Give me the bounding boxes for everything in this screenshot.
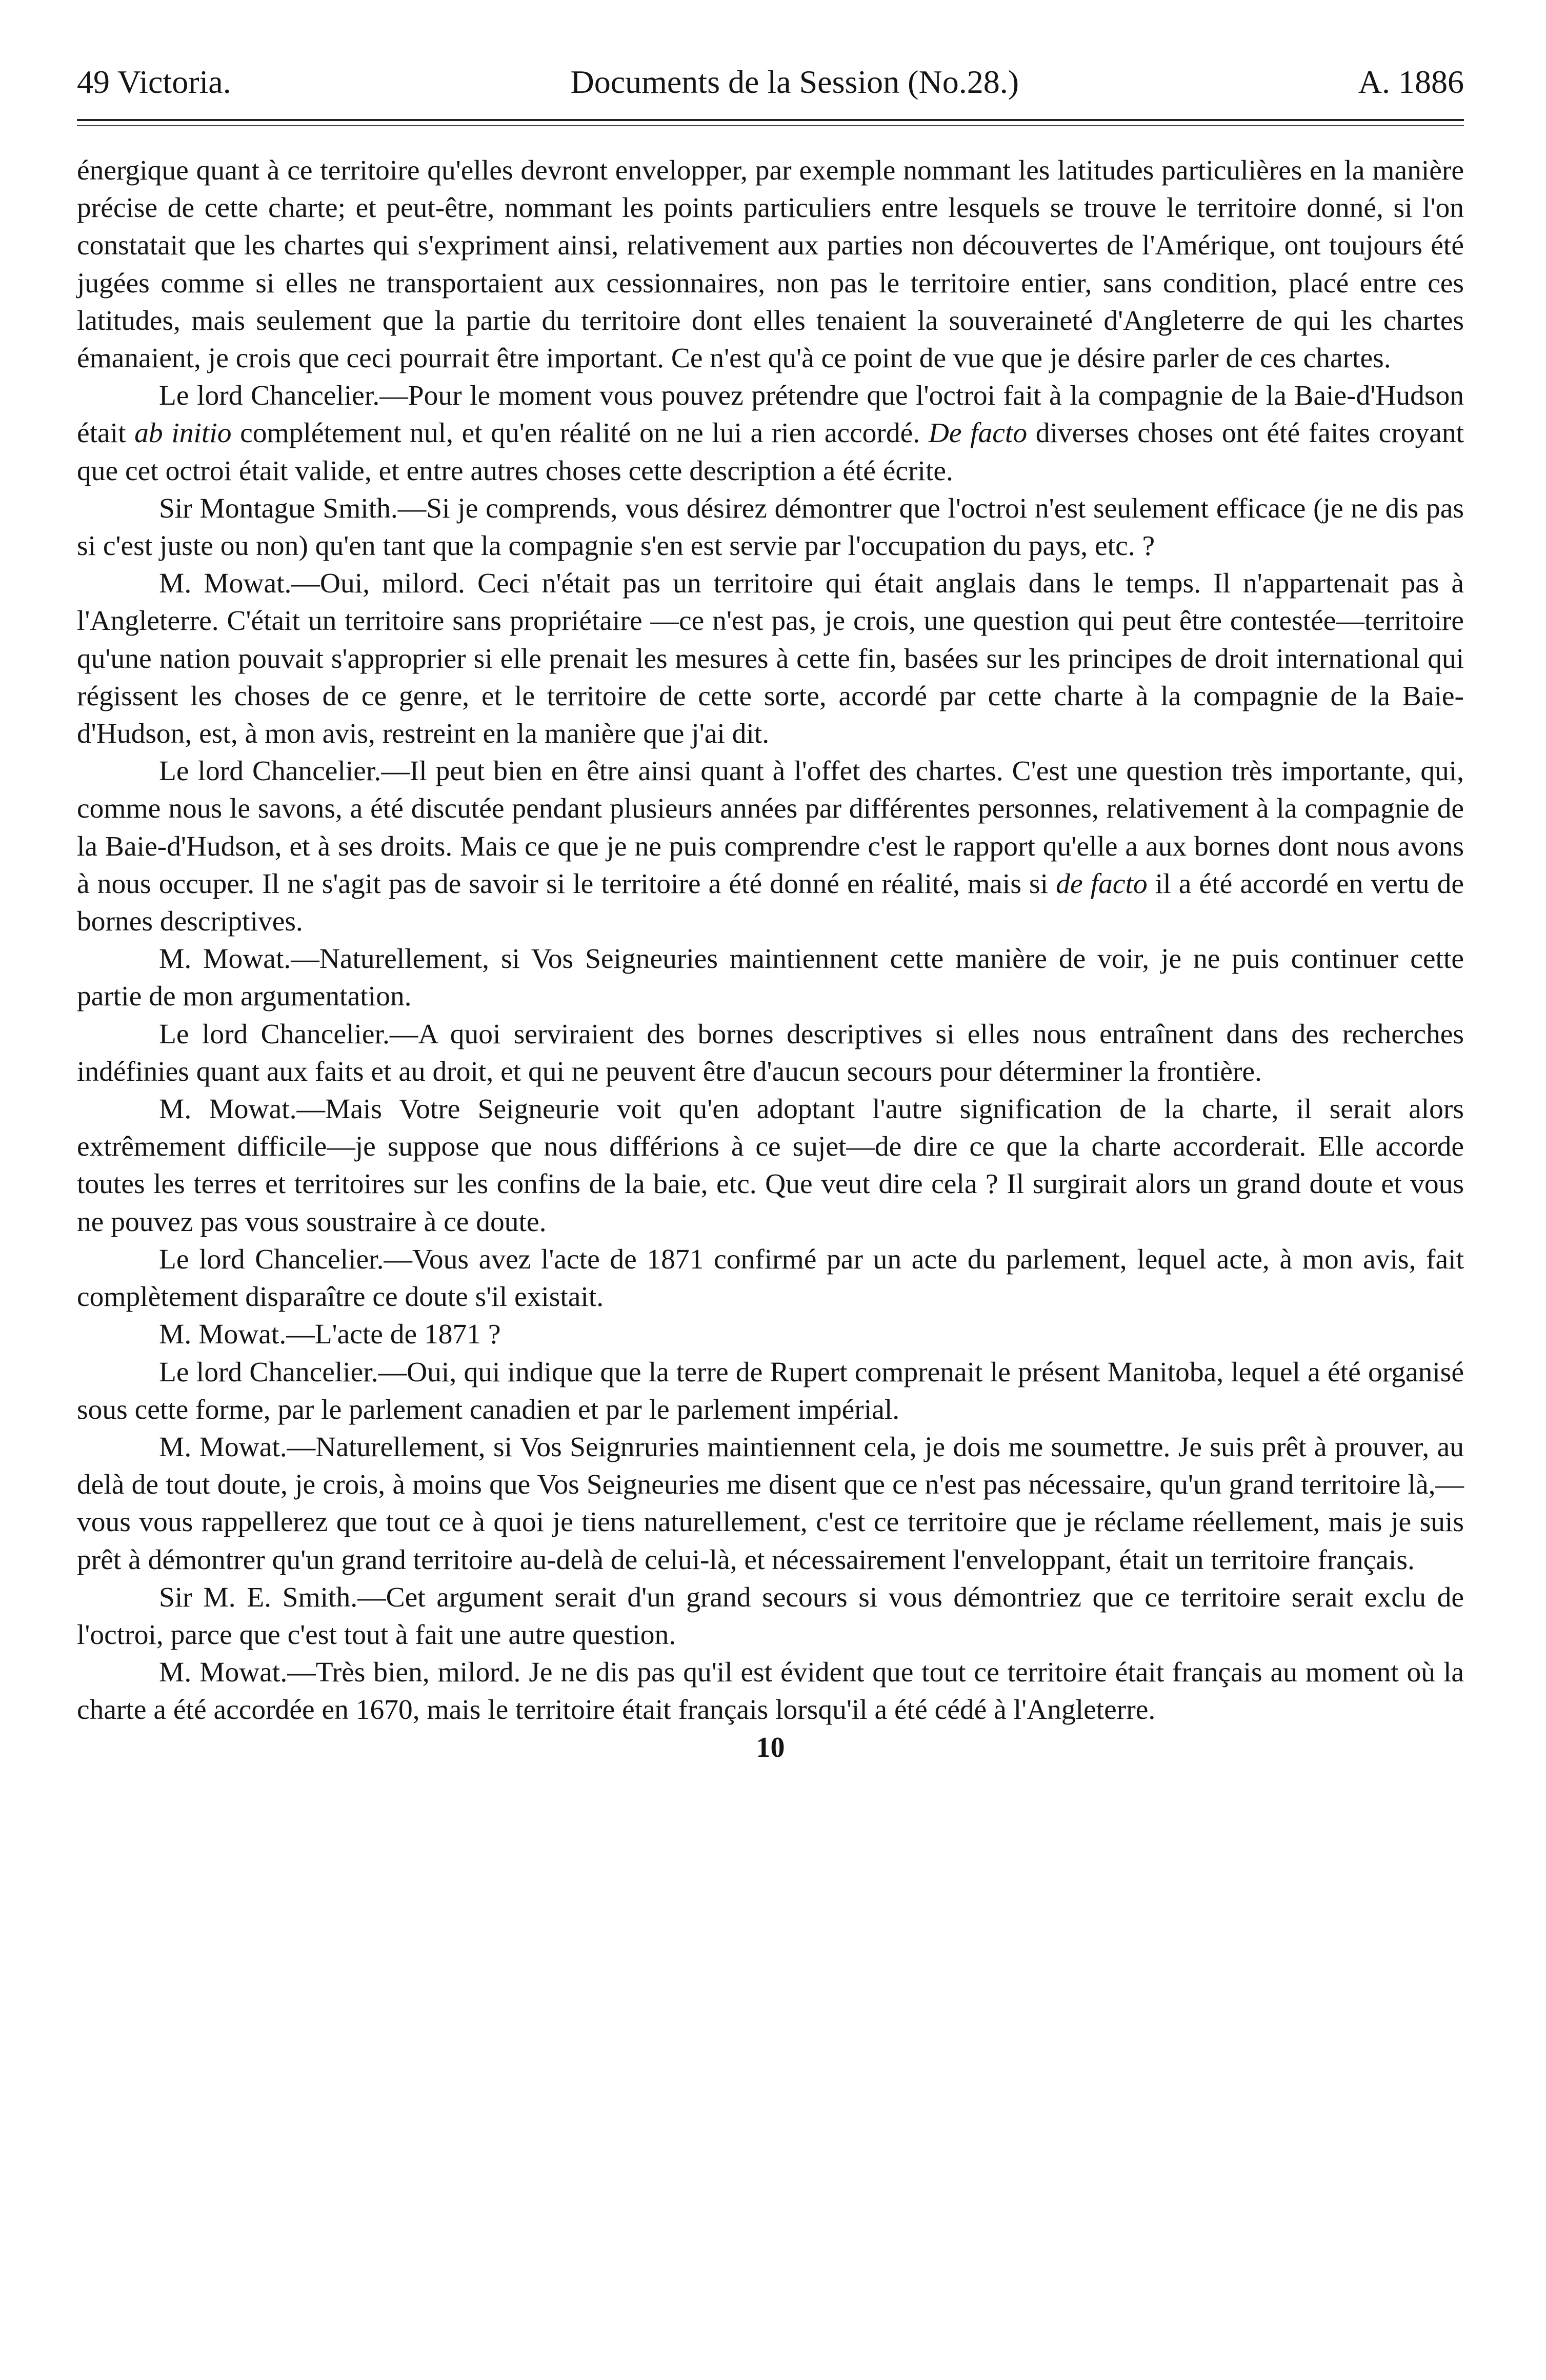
paragraph-text: M. Mowat.—L'acte de 1871 ? — [159, 1319, 501, 1351]
paragraph-text: Le lord Chancelier.—Il peut bien en être ainsi quant à l'offet des chartes. C'est une question très importante, qui, comme nous le savons, a été discutée pendant plusieurs années par différentes personnes, relativement à la compagnie de la Baie-d'Hudson, et à ses droits. Mais ce que je ne puis comprendre c'est le rapport qu'elle a aux bornes dont nous avons à nous occuper. Il ne s'agit pas de savoir si le territoire a été donné en réalité, mais si — [77, 756, 1464, 900]
paragraph-text: diverses choses ont été faites croyant que cet octroi était valide, et entre autres choses cette description a été écrite. — [77, 418, 1464, 487]
italic-text: ab initio — [134, 418, 232, 449]
paragraph — [77, 1016, 1464, 1090]
paragraph — [77, 1579, 1464, 1654]
paragraph-text: Le lord Chancelier.—Oui, qui indique que la terre de Rupert comprenait le présent Manitoba, lequel a été organisé sous cette forme, par le parlement canadien et par le parlement impérial. — [77, 1356, 1464, 1425]
paragraph-text: Sir Montague Smith.—Si je comprends, vous désirez démontrer que l'octroi n'est seulement efficace (je ne dis pas si c'est juste ou non) qu'en tant que la compagnie s'en est servie par l'occupation du pays, etc. ? — [77, 492, 1464, 562]
paragraph-text: il a été accordé en vertu de bornes descriptives. — [77, 868, 1464, 938]
paragraph-text: M. Mowat.—Mais Votre Seigneurie voit qu'en adoptant l'autre signification de la charte, il serait alors extrêmement difficile—je suppose que nous différions à ce sujet—de dire ce que la charte accorderait. Elle accorde toutes les terres et territoires sur les confins de la baie, etc. Que veut dire cela ? Il surgirait alors un grand doute et vous ne pouvez pas vous soustraire à ce doute. — [77, 1094, 1464, 1238]
paragraph — [77, 940, 1464, 1015]
paragraph-text: M. Mowat.—Naturellement, si Vos Seigneuries maintiennent cette manière de voir, je ne puis continuer cette partie de mon argumentation. — [77, 943, 1464, 1013]
italic-text: de facto — [1056, 868, 1148, 900]
header-rule — [77, 119, 1464, 121]
paragraph-text: Le lord Chancelier.—Vous avez l'acte de 1871 confirmé par un acte du parlement, lequel acte, à mon avis, fait complètement disparaître ce doute s'il existait. — [77, 1243, 1464, 1313]
paragraph-text: Sir M. E. Smith.—Cet argument serait d'un grand secours si vous démontriez que ce territoire serait exclu de l'octroi, parce que c'est tout à fait une autre question. — [77, 1581, 1464, 1651]
italic-text: De facto — [928, 418, 1028, 449]
paragraph — [77, 152, 1464, 377]
paragraph-text: M. Mowat.—Oui, milord. Ceci n'était pas un territoire qui était anglais dans le temps. Il n'appartenait pas à l'Angleterre. C'était un territoire sans propriétaire —ce n'est pas, je crois, une question qui peut être contestée—territoire qu'une nation pouvait s'approprier si elle prenait les mesures à cette fin, basées sur les principes de droit international qui régissent les choses de ce genre, et le territoire de cette sorte, accordé par cette charte à la compagnie de la Baie-d'Hudson, est, à mon avis, restreint en la manière que j'ai dit. — [77, 568, 1464, 750]
header-rule-thin — [77, 125, 1464, 126]
header-year: A. 1886 — [1358, 64, 1464, 100]
paragraph-text: M. Mowat.—Très bien, milord. Je ne dis pas qu'il est évident que tout ce territoire était français au moment où la charte a été accordée en 1670, mais le territoire était français lorsqu'il a été cédé à l'Angleterre. — [77, 1657, 1464, 1726]
paragraph — [77, 490, 1464, 565]
body-text — [77, 152, 1464, 1729]
paragraph — [77, 377, 1464, 490]
paragraph — [77, 1654, 1464, 1729]
page-number: 10 — [756, 1731, 785, 1763]
running-header — [77, 62, 1464, 108]
paragraph — [77, 752, 1464, 940]
paragraph — [77, 1090, 1464, 1241]
paragraph — [77, 1241, 1464, 1316]
paragraph-text: M. Mowat.—Naturellement, si Vos Seignruries maintiennent cela, je dois me soumettre. Je suis prêt à prouver, au delà de tout doute, je crois, à moins que Vos Seigneuries me disent que ce n'est pas nécessaire, qu'un grand territoire là,—vous vous rappellerez que tout ce à quoi je tiens naturellement, c'est ce territoire que je réclame réellement, mais je suis prêt à démontrer qu'un grand territoire au-delà de celui-là, et nécessairement l'enveloppant, était un territoire français. — [77, 1431, 1464, 1576]
document-page — [77, 62, 1464, 1764]
paragraph — [77, 1429, 1464, 1579]
paragraph — [77, 1354, 1464, 1429]
paragraph-text: complétement nul, et qu'en réalité on ne lui a rien accordé. — [231, 418, 929, 449]
paragraph-text: Le lord Chancelier.—A quoi serviraient des bornes descriptives si elles nous entraînent dans des recherches indéfinies quant aux faits et au droit, et qui ne peuvent être d'aucun secours pour déterminer la frontière. — [77, 1018, 1464, 1087]
paragraph-text: énergique quant à ce territoire qu'elles devront envelopper, par exemple nommant les latitudes particulières en la manière précise de cette charte; et peut-être, nommant les points particuliers entre lesquels se trouve le territoire donné, si l'on constatait que les chartes qui s'expriment ainsi, relativement aux parties non découvertes de l'Amérique, ont toujours été jugées comme si elles ne transportaient aux cessionnaires, non pas le territoire entier, sans condition, placé entre ces latitudes, mais seulement que la partie du territoire dont elles tenaient la souveraineté d'Angleterre de qui les chartes émanaient, je crois que ceci pourrait être important. Ce n'est qu'à ce point de vue que je désire parler de ces chartes. — [77, 155, 1464, 374]
header-title: Documents de la Session (No.28.) — [570, 64, 1019, 100]
paragraph — [77, 565, 1464, 752]
paragraph — [77, 1316, 1464, 1353]
paragraph-text: Le lord Chancelier.—Pour le moment vous pouvez prétendre que l'octroi fait à la compagnie de la Baie-d'Hudson était — [77, 380, 1464, 449]
header-left: 49 Victoria. — [77, 64, 231, 100]
